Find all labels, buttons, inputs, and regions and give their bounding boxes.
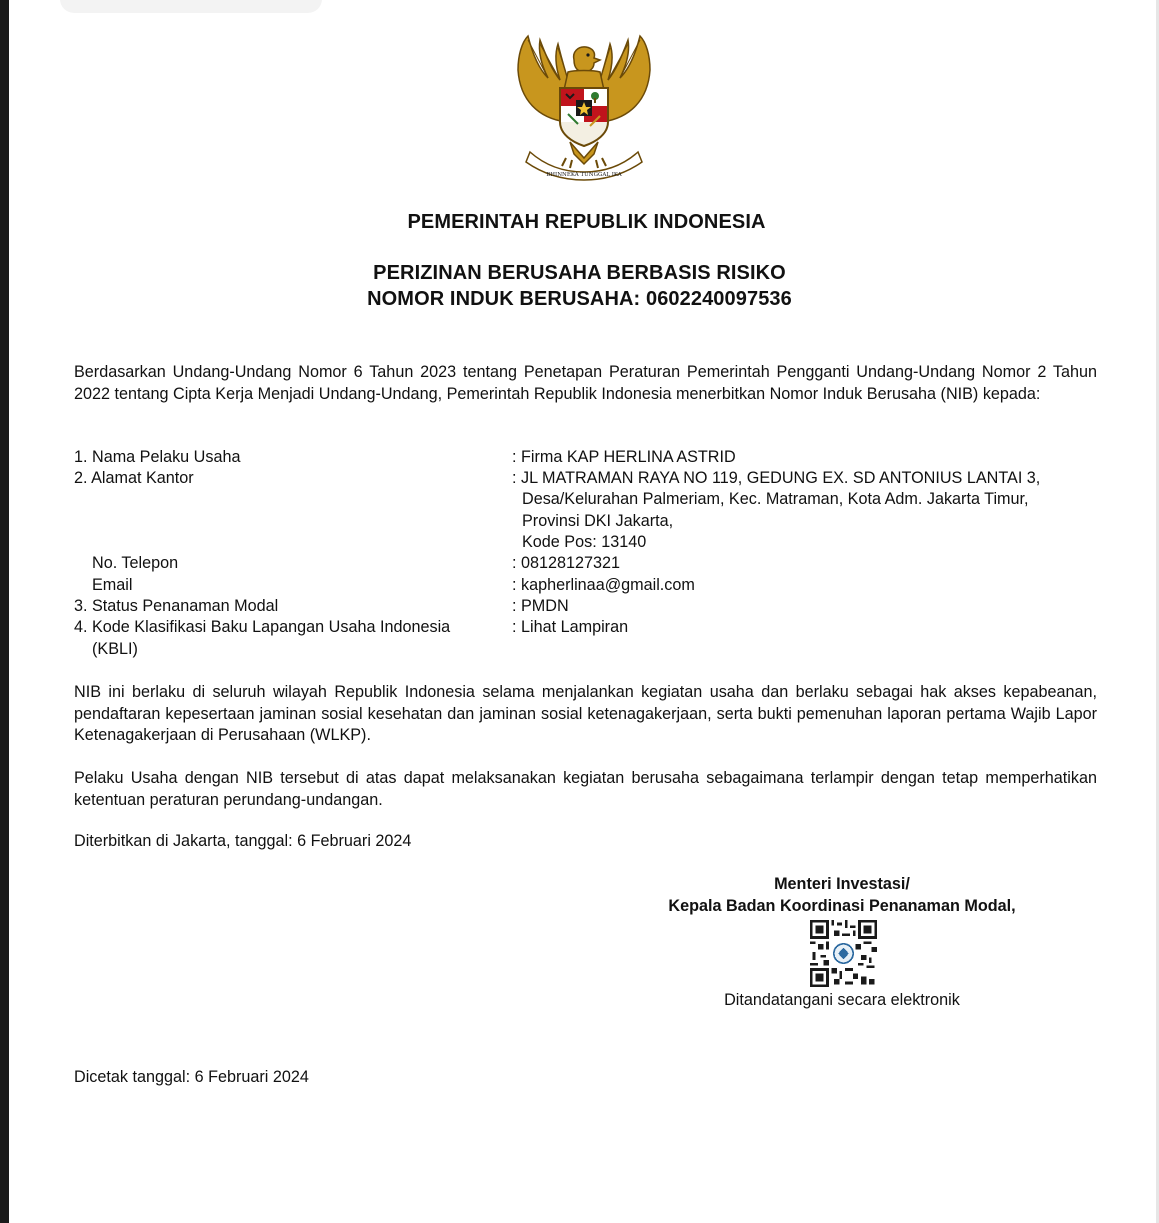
business-name-label: 1. Nama Pelaku Usaha (74, 448, 241, 466)
printed-date: Dicetak tanggal: 6 Februari 2024 (74, 1068, 309, 1086)
investment-status-label: 3. Status Penanaman Modal (74, 597, 279, 615)
kbli-label: 4. Kode Klasifikasi Baku Lapangan Usaha Indonesia (74, 618, 451, 636)
viewer-left-edge (0, 0, 9, 1223)
investment-status-value: : PMDN (512, 597, 569, 615)
signatory-title-line-2: Kepala Badan Koordinasi Penanaman Modal, (668, 897, 1016, 915)
validity-paragraph: NIB ini berlaku di seluruh wilayah Republik Indonesia selama menjalankan kegiatan usaha dan berlaku sebagai hak akses kepabeanan, pendaftaran kepesertaan jaminan sosial kesehatan dan jaminan sosial ketenagakerjaan, serta bukti pemenuhan laporan pertama Wajib Lapor Ketenagakerjaan di Perusahaan (WLKP). (74, 683, 1097, 744)
kbli-value: : Lihat Lampiran (512, 618, 629, 636)
qr-code-icon (810, 920, 877, 987)
address-label: 2. Alamat Kantor (74, 469, 194, 487)
address-line-2: Desa/Kelurahan Palmeriam, Kec. Matraman, Kota Adm. Jakarta Timur, (522, 490, 1029, 508)
address-line-1: : JL MATRAMAN RAYA NO 119, GEDUNG EX. SD ANTONIUS LANTAI 3, (512, 469, 1041, 487)
address-line-4: Kode Pos: 13140 (522, 533, 647, 551)
notice-paragraph: Pelaku Usaha dengan NIB tersebut di atas dapat melaksanakan kegiatan berusaha sebagaimana terlampir dengan tetap memperhatikan ketentuan peraturan perundang-undangan. (74, 769, 1097, 809)
intro-paragraph: Berdasarkan Undang-Undang Nomor 6 Tahun 2023 tentang Penetapan Peraturan Pemerintah Pengganti Undang-Undang Nomor 2 Tahun 2022 tentang Cipta Kerja Menjadi Undang-Undang, Pemerintah Republik Indonesia menerbitkan Nomor Induk Berusaha (NIB) kepada: (74, 363, 1097, 403)
emblem-motto: BHINNEKA TUNGGAL IKA (546, 172, 622, 178)
phone-value: : 08128127321 (512, 554, 621, 572)
address-line-3: Provinsi DKI Jakarta, (522, 512, 674, 530)
issued-date: Diterbitkan di Jakarta, tanggal: 6 Februari 2024 (74, 832, 412, 850)
email-label: Email (92, 576, 133, 594)
government-heading: PEMERINTAH REPUBLIK INDONESIA (407, 211, 766, 233)
electronic-signature-note: Ditandatangani secara elektronik (724, 991, 960, 1009)
business-name-value: : Firma KAP HERLINA ASTRID (512, 448, 736, 466)
kbli-label-abbrev: (KBLI) (92, 640, 138, 658)
signatory-title-line-1: Menteri Investasi/ (774, 875, 910, 893)
document-title: PERIZINAN BERUSAHA BERBASIS RISIKO (373, 262, 786, 284)
nib-number: NOMOR INDUK BERUSAHA: 0602240097536 (367, 288, 792, 310)
garuda-emblem-logo (508, 30, 660, 185)
email-value: : kapherlinaa@gmail.com (512, 576, 695, 594)
phone-label: No. Telepon (92, 554, 179, 572)
viewer-top-tab[interactable] (60, 0, 322, 13)
